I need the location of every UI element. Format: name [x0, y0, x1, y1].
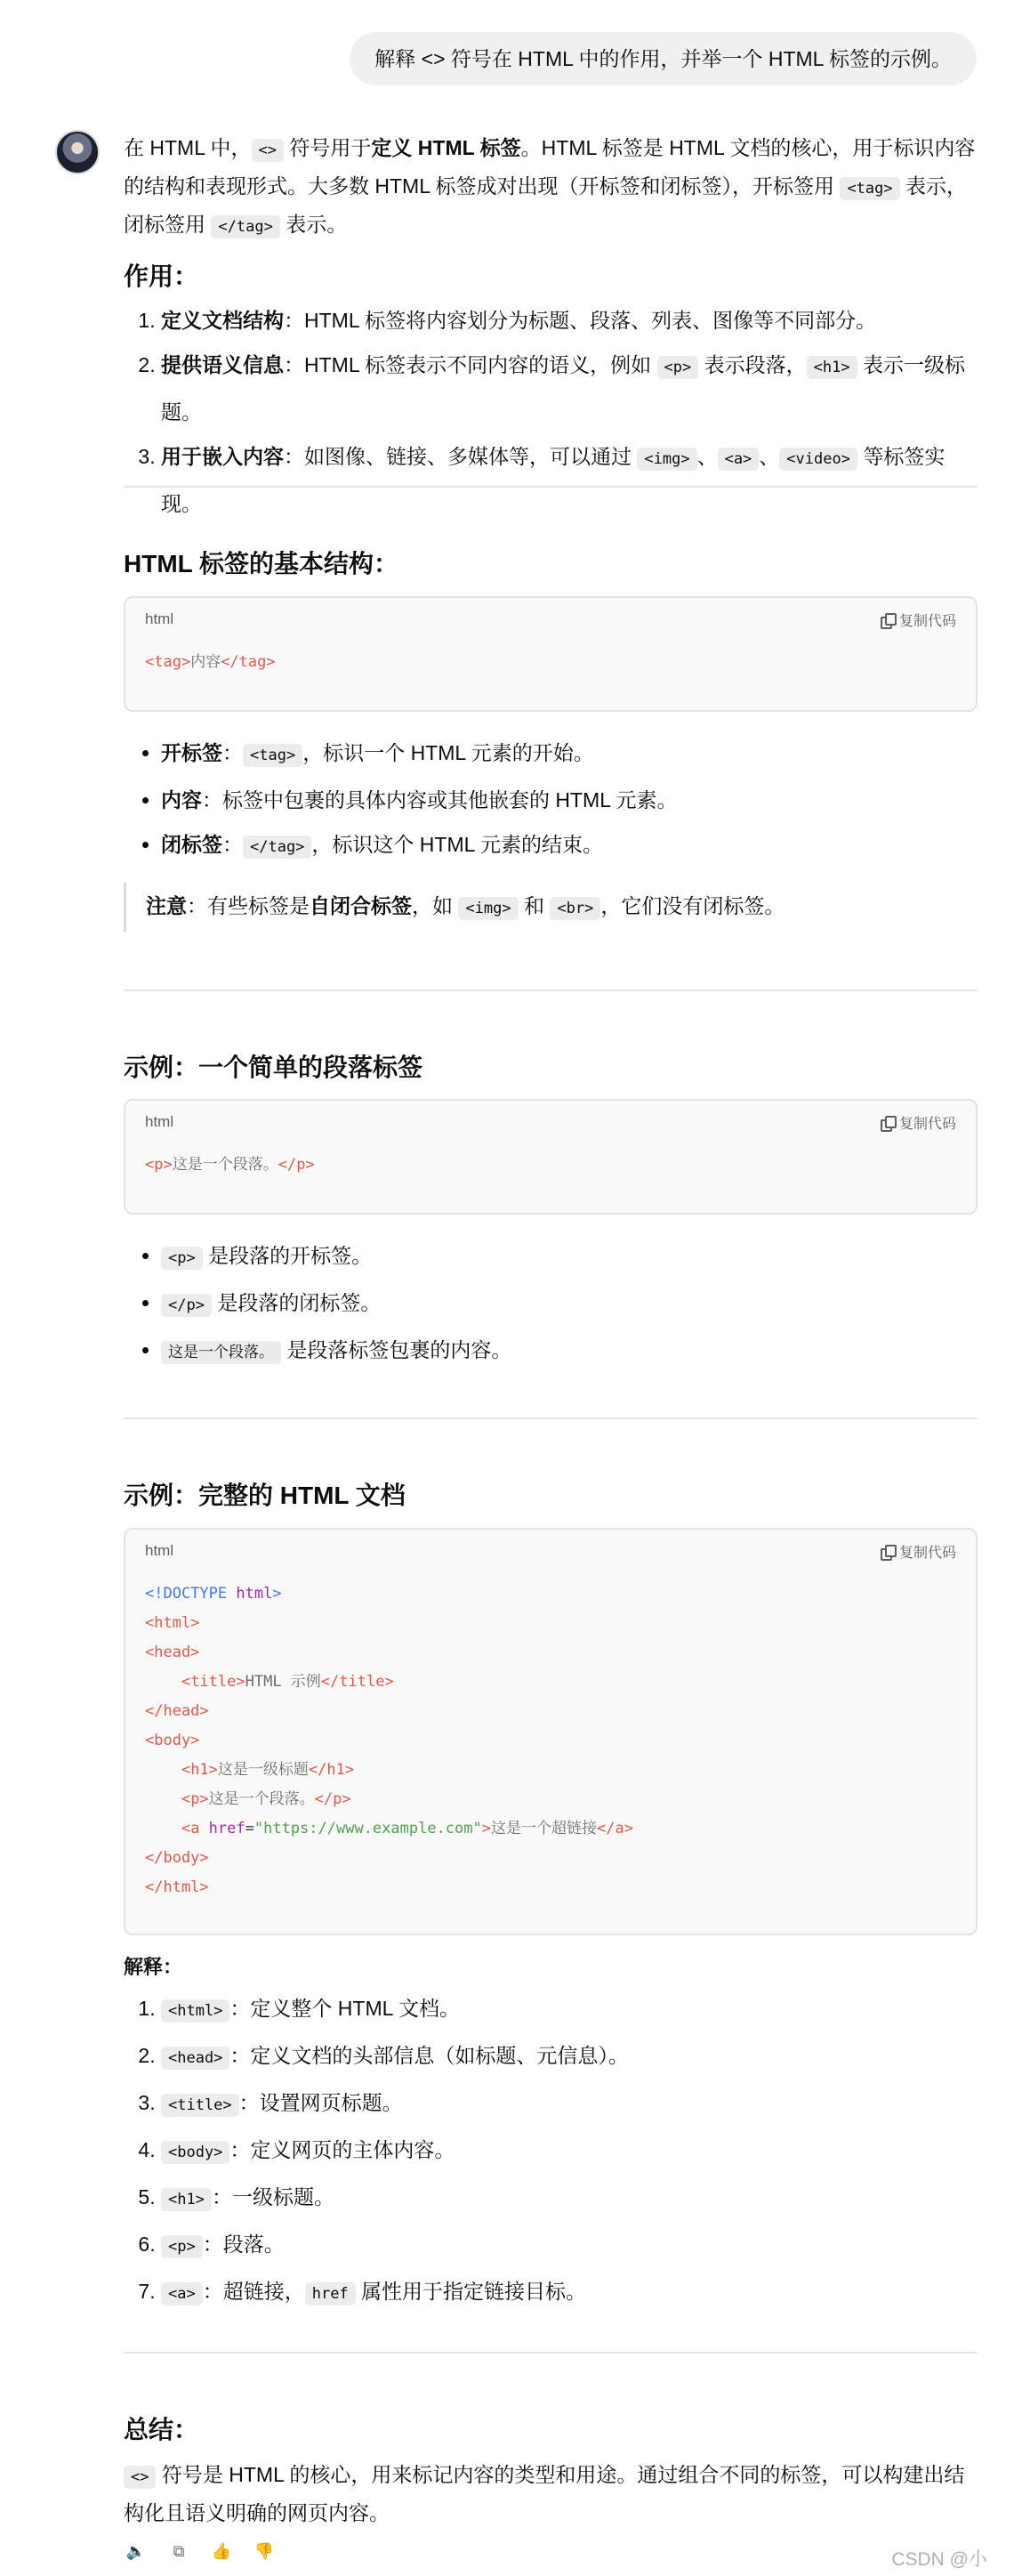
item-bold: 定义文档结构 [161, 309, 284, 332]
inline-code: 这是一个段落。 [161, 1341, 281, 1364]
inline-code: <p> [161, 1247, 203, 1270]
speaker-icon[interactable]: 🔈 [125, 2541, 147, 2560]
code-token: 内容 [190, 653, 221, 671]
code-content [125, 1572, 976, 1922]
inline-code: </tag> [211, 215, 279, 238]
inline-code: <tag> [243, 744, 302, 767]
note-bold: 自闭合标签 [310, 894, 412, 917]
explain-section [124, 1952, 978, 2316]
code-language: html [145, 1542, 174, 1559]
note-bold: 注意 [146, 894, 187, 917]
code-token: </body> [145, 1849, 209, 1867]
code-token: <p> [145, 1156, 173, 1174]
copy-icon [881, 1116, 894, 1129]
thumbs-down-icon[interactable]: 👎 [253, 2541, 275, 2560]
summary-heading: 总结： [124, 2416, 199, 2443]
item-bold: 内容 [161, 788, 202, 812]
list-item [161, 1328, 978, 1375]
user-message-text: 解释 [374, 47, 422, 70]
list-item [161, 434, 978, 526]
message-actions [126, 2541, 274, 2561]
code-token: </html> [145, 1878, 209, 1896]
inline-code: <p> [657, 356, 699, 379]
item-text: ：HTML 标签将内容划分为标题、段落、列表、图像等不同部分。 [284, 309, 877, 332]
summary-section [124, 2412, 978, 2531]
example1-heading: 示例：一个简单的段落标签 [124, 1054, 423, 1081]
divider [124, 486, 978, 488]
code-token: </head> [145, 1702, 209, 1720]
item-bold: 开标签 [161, 741, 222, 764]
list-item [161, 2269, 978, 2316]
note-text: 和 [518, 894, 551, 917]
list-item [161, 2080, 978, 2128]
item-text: ：一级标题。 [211, 2185, 334, 2209]
item-text: 是段落标签包裹的内容。 [281, 1338, 512, 1361]
item-text: ：段落。 [202, 2233, 285, 2256]
code-token: <html> [145, 1614, 200, 1632]
item-text: 是段落的开标签。 [202, 1244, 373, 1267]
inline-code: <img> [458, 897, 518, 920]
inline-code: <br> [550, 897, 600, 920]
structure-heading: HTML 标签的基本结构： [124, 550, 399, 577]
intro-text: 表示，闭标签用 [124, 174, 968, 236]
intro-text: 符号用于 [284, 136, 372, 159]
purpose-list [124, 298, 978, 526]
code-token: HTML 示例 [245, 1673, 321, 1691]
intro-text: 表示。 [279, 213, 348, 236]
divider [124, 989, 978, 991]
example1-list [124, 1233, 978, 1375]
item-text: ：HTML 标签表示不同内容的语义，例如 [284, 353, 657, 376]
note-text: ，如 [412, 894, 459, 917]
code-content [125, 1143, 976, 1199]
item-text: 表示一级标题。 [161, 353, 965, 424]
explain-list [124, 1986, 978, 2316]
code-token: </title> [320, 1673, 394, 1691]
item-text: ：超链接， [202, 2280, 305, 2303]
inline-code: <title> [161, 2094, 239, 2117]
code-token: > [481, 1820, 491, 1837]
copy-code-label: 复制代码 [898, 1545, 956, 1561]
inline-code: <video> [779, 448, 857, 471]
item-bold: 用于嵌入内容 [161, 445, 284, 468]
inline-code: <a> [718, 448, 760, 471]
item-text: 是段落的闭标签。 [211, 1291, 382, 1314]
inline-code: <tag> [840, 177, 899, 200]
code-language: html [145, 1113, 174, 1130]
explain-heading: 解释： [124, 1956, 183, 1978]
code-token: 这是一个超链接 [491, 1820, 597, 1837]
code-header [125, 1101, 976, 1143]
code-token: </tag> [221, 653, 276, 671]
code-header [125, 1530, 976, 1572]
list-item [161, 2128, 978, 2175]
example1-heading-wrap [124, 1050, 978, 1086]
code-header [125, 598, 976, 641]
code-token: <head> [145, 1643, 200, 1661]
item-text: ，标识这个 HTML 元素的结束。 [311, 833, 603, 856]
code-token: 这是一个段落。 [172, 1156, 278, 1174]
item-text: 等标签实现。 [161, 445, 946, 515]
code-token: 这是一个段落。 [208, 1790, 315, 1808]
note-text: ：有些标签是 [187, 894, 310, 917]
code-token: 这是一级标题 [217, 1761, 309, 1779]
inline-code: <p> [161, 2235, 203, 2258]
intro-text: 在 HTML 中， [124, 136, 252, 159]
intro-bold: 定义 HTML 标签 [371, 136, 521, 159]
example2-heading-wrap [124, 1478, 978, 1514]
code-content [125, 641, 976, 697]
list-item [161, 778, 978, 822]
list-item [161, 1280, 978, 1328]
intro-text: 。HTML 标签是 HTML 文档的核心，用于标识内容的结构和表现形式。大多数 HTML 标签成对出现（开标签和闭标签），开标签用 [124, 136, 976, 198]
code-token: <h1> [181, 1761, 218, 1779]
item-text: ：定义网页的主体内容。 [229, 2138, 455, 2161]
inline-code: <> [124, 2466, 156, 2489]
user-message-bubble [350, 32, 977, 85]
item-text: 、 [759, 445, 780, 468]
note-blockquote [124, 883, 978, 932]
code-token: href [208, 1820, 245, 1837]
summary-text: 符号是 HTML 的核心，用来标记内容的类型和用途。通过组合不同的标签，可以构建出结构化且语义明确的网页内容。 [124, 2463, 965, 2524]
list-item [161, 343, 978, 434]
copy-icon [881, 613, 894, 626]
code-token: > [272, 1585, 282, 1603]
list-item [161, 1986, 978, 2033]
copy-icon [881, 1545, 894, 1558]
watermark: CSDN @小 [891, 2549, 987, 2570]
inline-code: <> [252, 139, 284, 162]
item-text: ，标识一个 HTML 元素的开始。 [302, 741, 594, 764]
inline-code: <h1> [161, 2188, 212, 2211]
list-item [161, 822, 978, 869]
item-text: 、 [696, 445, 718, 468]
item-text: 属性用于指定链接目标。 [355, 2280, 587, 2303]
inline-code: <a> [161, 2282, 203, 2305]
item-text: ：定义整个 HTML 文档。 [229, 1997, 460, 2020]
copy-code-button[interactable] [881, 1541, 956, 1562]
code-token: </p> [314, 1790, 351, 1808]
note-text: ，它们没有闭标签。 [600, 894, 785, 917]
list-item [161, 2222, 978, 2269]
structure-bullets [124, 731, 978, 869]
item-text: ：标签中包裹的具体内容或其他嵌套的 HTML 元素。 [202, 788, 678, 812]
example1-bullets [124, 1233, 978, 1375]
item-text: ：设置网页标题。 [238, 2091, 403, 2114]
code-token: "https://www.example.com" [253, 1820, 482, 1837]
list-item [161, 731, 978, 778]
example2-heading: 示例：完整的 HTML 文档 [124, 1482, 406, 1509]
code-language: html [145, 610, 174, 627]
copy-code-button[interactable] [881, 610, 956, 630]
copy-code-label: 复制代码 [898, 1116, 956, 1132]
list-item [161, 2175, 978, 2222]
code-token: <tag> [145, 653, 191, 671]
inline-code: </p> [161, 1294, 212, 1317]
code-token: <a [181, 1820, 209, 1837]
intro-paragraph [124, 130, 978, 245]
inline-code: <h1> [807, 356, 857, 379]
copy-code-label: 复制代码 [898, 613, 956, 629]
divider [124, 2352, 978, 2354]
code-token: <title> [181, 1673, 245, 1691]
thumbs-up-icon[interactable]: 👍 [211, 2541, 232, 2560]
code-token: html [236, 1585, 273, 1603]
item-text: 表示段落， [698, 353, 807, 376]
inline-code: <head> [161, 2047, 229, 2070]
code-token: <body> [145, 1732, 200, 1749]
purpose-heading: 作用： [124, 262, 199, 290]
code-block-structure [124, 596, 978, 712]
item-text: ：定义文档的头部信息（如标题、元信息）。 [229, 2044, 629, 2067]
copy-icon[interactable]: ⧉ [173, 2541, 185, 2560]
item-text: ： [222, 741, 243, 764]
item-bold: 提供语义信息 [161, 353, 284, 376]
inline-code: </tag> [243, 836, 311, 859]
copy-code-button[interactable] [881, 1112, 956, 1133]
item-text: ：如图像、链接、多媒体等，可以通过 [284, 445, 638, 468]
code-block-example2 [124, 1528, 978, 1935]
list-item [161, 298, 978, 343]
inline-code: <html> [161, 1999, 229, 2023]
code-token: </h1> [308, 1761, 355, 1779]
code-token: = [245, 1820, 254, 1837]
item-text: ： [222, 833, 243, 856]
assistant-avatar [55, 130, 100, 174]
inline-code: <body> [161, 2141, 229, 2164]
item-bold: 闭标签 [161, 833, 222, 856]
code-token: <p> [181, 1790, 209, 1808]
code-token: <!DOCTYPE [145, 1585, 237, 1603]
list-item [161, 1233, 978, 1280]
user-message-text-end: 符号在 HTML 中的作用，并举一个 HTML 标签的示例。 [445, 47, 952, 70]
structure-heading-wrap [124, 546, 978, 582]
structure-list [124, 731, 978, 869]
code-token: </a> [597, 1820, 633, 1837]
inline-code: <img> [637, 448, 696, 471]
code-token: </p> [278, 1156, 315, 1174]
inline-code: href [305, 2282, 356, 2305]
code-block-example1 [124, 1099, 978, 1215]
list-item [161, 2033, 978, 2080]
divider [124, 1417, 978, 1419]
user-message-code: <> [421, 47, 446, 70]
